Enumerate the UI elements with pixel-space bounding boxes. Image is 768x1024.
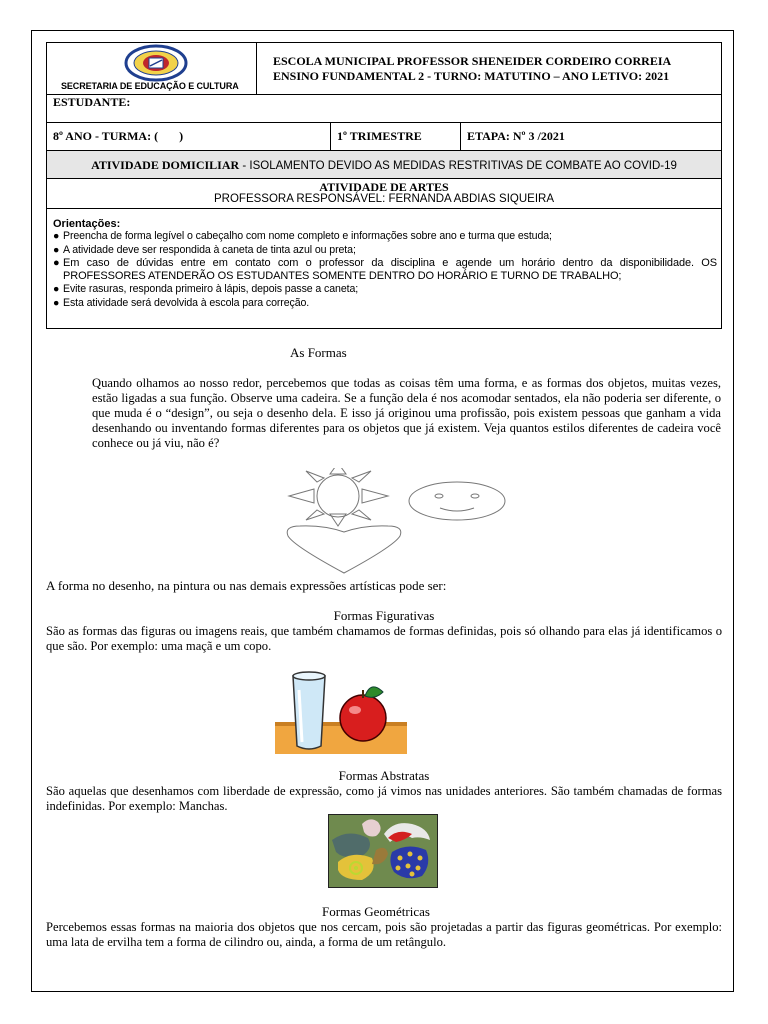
orientation-item: ● Evite rasuras, responda primeiro à lápis, depois passe a caneta; — [53, 283, 359, 295]
glass-icon — [293, 676, 325, 749]
orientation-item: ● A atividade deve ser respondida à caneta de tinta azul ou preta; — [53, 243, 356, 256]
activity-label-bold: ATIVIDADE DOMICILIAR — [91, 158, 240, 172]
school-title-cell — [257, 43, 723, 94]
activity-label-rest: - ISOLAMENTO DEVIDO AS MEDIDAS RESTRITIVAS DE COMBATE AO COVID-19 — [239, 160, 677, 172]
header-row-info — [47, 123, 721, 151]
term-label: 1º TRIMESTRE — [337, 129, 422, 143]
figurative-title: Formas Figurativas — [333, 608, 435, 623]
sun-icon — [289, 468, 388, 526]
apple-icon — [340, 695, 386, 741]
forms-intro: A forma no desenho, na pintura ou nas demais expressões artísticas pode ser: — [46, 578, 447, 593]
figurative-text: São as formas das figuras ou imagens reais, que também chamamos de formas definidas, pois só olhando para elas já identificamos o que são. Por exemplo: uma maçã e um copo. — [46, 624, 722, 653]
stage-cell — [461, 123, 723, 150]
orientation-item: ● Esta atividade será devolvida à escola para correção. — [53, 296, 310, 309]
grade-label: 8º ANO - TURMA: ( ) — [53, 129, 184, 143]
school-seal-icon — [121, 44, 191, 84]
shapes-drawing — [284, 468, 544, 578]
subject-row — [47, 179, 721, 209]
orientation-item: ● Em caso de dúvidas entre em contato com o professor da disciplina e agende um horário dentro da disponibilidade. OS PROFESSORES ATENDERÃO OS ESTUDANTES SOMENTE DENTRO DO HORÁRIO E TURNO DE TRABALHO; — [53, 257, 717, 282]
geometric-text: Percebemos essas formas na maioria dos objetos que nos cercam, pois são projetadas a partir das figuras geométricas. Por exemplo: uma lata de ervilha tem a forma de cilindro ou, ainda, a forma de um retângulo. — [46, 920, 722, 949]
header-row-student — [47, 95, 721, 123]
student-label: ESTUDANTE: — [53, 95, 131, 109]
school-name: ESCOLA MUNICIPAL PROFESSOR SHENEIDER CORDEIRO CORREIA — [273, 54, 672, 68]
geometric-title: Formas Geométricas — [322, 904, 430, 919]
stage-label: ETAPA: Nº 3 /2021 — [467, 129, 565, 143]
smiley-icon — [409, 482, 505, 520]
orientations-box — [47, 209, 721, 328]
activity-banner — [47, 151, 721, 179]
activity-line — [47, 158, 721, 173]
section-title: As Formas — [290, 345, 347, 360]
intro-paragraph: Quando olhamos ao nosso redor, percebemos que todas as coisas têm uma forma, e as formas dos objetos, muitas vezes, estão ligadas a sua função. Observe uma cadeira. Se a função dela é nos acomodar sentados, ela não poderia ser diferente, o que muda é o “design”, ou seja o desenho dela. E isso já originou uma profissão, pois existem pessoas que ganham a vida desenhando ou inventando formas diferentes para os objetos que já existem. Veja quantos estilos diferentes de cadeira você conhece ou já viu, não é? — [92, 376, 721, 450]
leaf-icon — [365, 687, 383, 697]
teacher-line: PROFESSORA RESPONSÁVEL: FERNANDA ABDIAS SIQUEIRA — [214, 193, 554, 205]
heart-icon — [287, 526, 401, 573]
abstract-text: São aquelas que desenhamos com liberdade de expressão, como já vimos nas unidades anteriores. São também chamadas de formas indefinidas. Por exemplo: Manchas. — [46, 784, 722, 813]
school-subtitle: ENSINO FUNDAMENTAL 2 - TURNO: MATUTINO – ANO LETIVO: 2021 — [273, 69, 670, 83]
orientation-item: ● Preencha de forma legível o cabeçalho com nome completo e informações sobre ano e turma que estuda; — [53, 230, 552, 242]
abstract-title: Formas Abstratas — [338, 768, 430, 783]
orientations-list — [53, 230, 717, 310]
grade-cell — [47, 123, 331, 150]
abstract-stains-illustration — [328, 814, 438, 888]
logo-caption: SECRETARIA DE EDUCAÇÃO E CULTURA — [61, 81, 239, 91]
header-row-school — [47, 43, 721, 95]
header-table — [46, 42, 722, 329]
subject-title: ATIVIDADE DE ARTES — [319, 180, 449, 194]
orientations-title: Orientações: — [53, 218, 121, 230]
term-cell — [331, 123, 461, 150]
logo-cell — [47, 43, 257, 94]
cup-apple-illustration — [275, 670, 407, 754]
